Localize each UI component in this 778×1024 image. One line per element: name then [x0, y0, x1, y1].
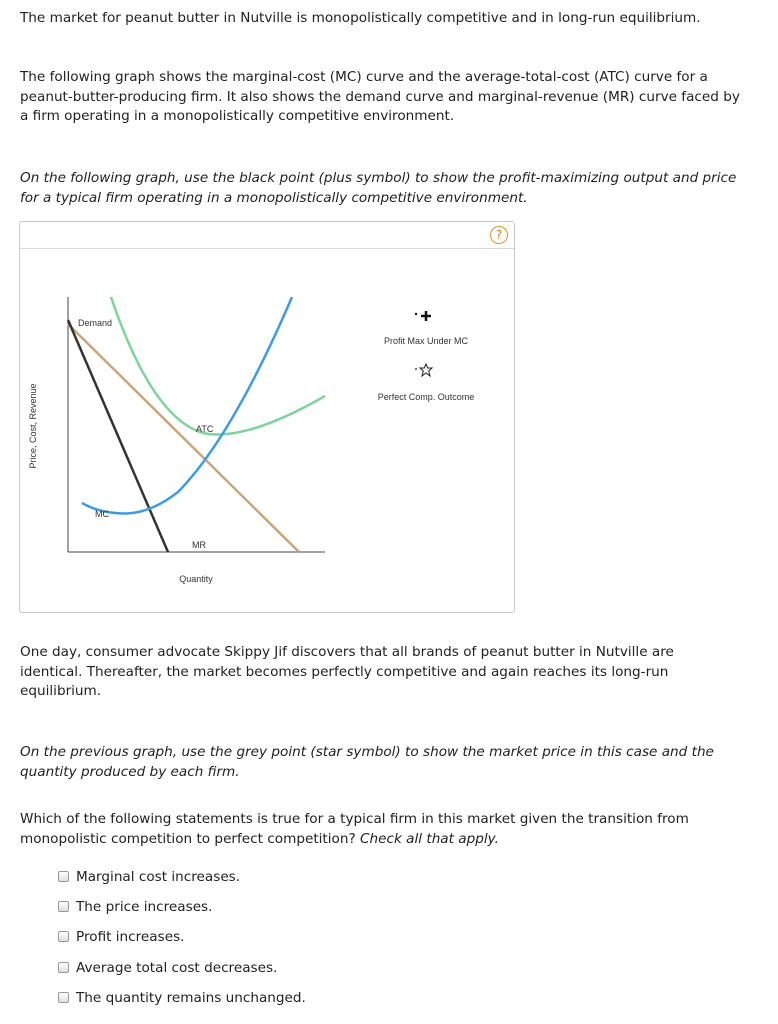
graph-canvas[interactable] [20, 222, 516, 614]
perfect-comp-star-icon[interactable] [415, 364, 432, 376]
mc-label: MC [95, 509, 109, 519]
option-label: The quantity remains unchanged. [76, 990, 306, 1006]
atc-curve[interactable] [111, 297, 325, 434]
instruction-profit-max: On the following graph, use the black point (plus symbol) to show the profit-maximizing output and price for a typical firm operating in a monopolistically competitive environment. [20, 170, 737, 206]
atc-label: ATC [196, 424, 214, 434]
graph-panel [19, 221, 515, 613]
checkbox[interactable] [58, 992, 69, 1003]
option-label: The price increases. [76, 899, 213, 915]
demand-label: Demand [78, 318, 113, 328]
question-text [20, 810, 740, 849]
intro-paragraph-market: The market for peanut butter in Nutville is monopolistically competitive and in long-run equilibrium. [20, 10, 701, 26]
mr-label: MR [192, 540, 206, 550]
mc-curve[interactable] [82, 297, 292, 514]
legend-profit-max-label: Profit Max Under MC [383, 336, 469, 346]
option-profit[interactable] [58, 928, 184, 946]
question-mark-icon[interactable]: ? [490, 226, 508, 244]
option-label: Marginal cost increases. [76, 869, 241, 885]
transition-paragraph: One day, consumer advocate Skippy Jif discovers that all brands of peanut butter in Nutville are identical. Thereafter, the market becomes perfectly competitive and again reaches its long-run equilibrium. [20, 644, 674, 699]
question-emphasis: Check all that apply. [360, 830, 499, 847]
question-body: Which of the following statements is true for a typical firm in this market given the transition from monopolistic competition to perfect competition? [20, 811, 689, 847]
x-axis-label: Quantity [179, 574, 213, 584]
checkbox[interactable] [58, 871, 69, 882]
instruction-perfect-comp: On the previous graph, use the grey point (star symbol) to show the market price in this case and the quantity produced by each firm. [20, 744, 714, 780]
option-atc[interactable] [58, 959, 277, 977]
mr-curve[interactable] [68, 320, 168, 552]
checkbox[interactable] [58, 962, 69, 973]
option-label: Average total cost decreases. [76, 960, 278, 976]
profit-max-plus-icon[interactable] [415, 311, 431, 321]
checkbox[interactable] [58, 931, 69, 942]
checkbox[interactable] [58, 901, 69, 912]
option-price[interactable] [58, 898, 212, 916]
intro-paragraph-graph: The following graph shows the marginal-cost (MC) curve and the average-total-cost (ATC) curve for a peanut-butter-producing firm. It also shows the demand curve and marginal-revenue (MR) curve faced by a firm operating in a monopolistically competitive environment. [20, 69, 740, 124]
option-quantity[interactable] [58, 989, 306, 1007]
option-marginal-cost[interactable] [58, 868, 240, 886]
option-label: Profit increases. [76, 929, 185, 945]
y-axis-label: Price, Cost, Revenue [28, 383, 38, 469]
legend-perfect-comp-label: Perfect Comp. Outcome [377, 392, 475, 402]
